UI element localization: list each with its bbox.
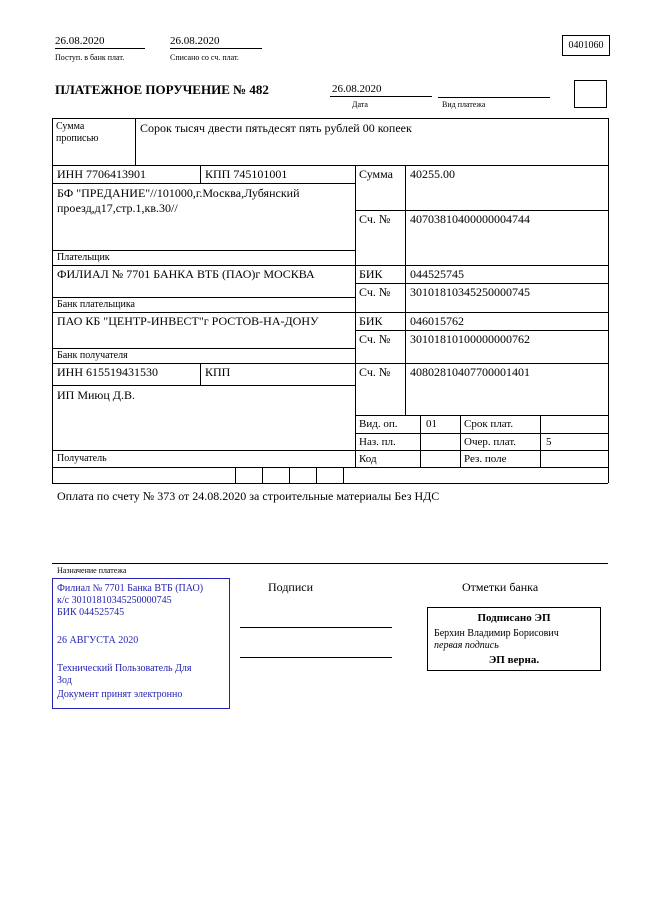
payer-inn: ИНН 7706413901 <box>57 167 146 181</box>
tax-fields-divider <box>262 467 263 483</box>
esignature-kind: первая подпись <box>434 640 499 651</box>
payer-bank-account: 30101810345250000745 <box>410 285 530 299</box>
payer-account: 40703810400000004744 <box>410 212 530 226</box>
esignature-validity: ЭП верна. <box>488 654 540 666</box>
grid-line <box>200 363 201 385</box>
payee-bank-account-label: Сч. № <box>359 332 391 346</box>
payment-kind-label: Вид платежа <box>442 100 486 109</box>
esignature-title: Подписано ЭП <box>477 612 551 624</box>
amount-words: Сорок тысяч двести пятьдесят пять рублей 00 копеек <box>140 121 412 135</box>
grid-line <box>52 483 608 484</box>
grid-line <box>355 283 608 284</box>
amount-words-label: Сумма прописью <box>56 121 99 144</box>
payer-bank-bik: 044525745 <box>410 267 464 281</box>
debited-date-label: Списано со сч. плат. <box>170 53 239 62</box>
payee-caption: Получатель <box>57 453 107 464</box>
grid-line <box>608 118 609 483</box>
grid-line <box>52 118 53 483</box>
esignature-stamp <box>427 607 601 671</box>
payee-account-label: Сч. № <box>359 365 391 379</box>
payment-purpose-text: Оплата по счету № 373 от 24.08.2020 за строительные материалы Без НДС <box>57 489 440 503</box>
grid-line <box>540 415 541 467</box>
payer-bank-bik-label: БИК <box>359 267 383 281</box>
bank-stamp-line-3: БИК 044525745 <box>57 607 125 618</box>
payee-name: ИП Миюц Д.В. <box>57 388 135 402</box>
tax-fields-divider <box>235 467 236 483</box>
signature-line-2 <box>240 657 392 658</box>
payee-bank-account: 30101810100000000762 <box>410 332 530 346</box>
grid-line <box>355 210 608 211</box>
grid-line <box>405 165 406 415</box>
payment-purpose-caption: Назначение платежа <box>57 566 127 575</box>
payer-bank-name: ФИЛИАЛ № 7701 БАНКА ВТБ (ПАО)г МОСКВА <box>57 267 315 281</box>
payee-inn: ИНН 615519431530 <box>57 365 158 379</box>
payee-bank-name: ПАО КБ "ЦЕНТР-ИНВЕСТ"г РОСТОВ-НА-ДОНУ <box>57 314 319 328</box>
priority-label: Очер. плат. <box>464 436 517 448</box>
op-kind-label: Вид. оп. <box>359 418 398 430</box>
grid-line <box>52 385 355 386</box>
payee-kpp-label: КПП <box>205 365 231 379</box>
payment-kind-box <box>574 80 607 108</box>
form-code: 0401060 <box>568 40 604 51</box>
grid-line <box>52 250 355 251</box>
tax-fields-divider <box>316 467 317 483</box>
grid-line <box>52 467 608 468</box>
bank-stamp-line-4: 26 АВГУСТА 2020 <box>57 635 139 646</box>
debited-date-value: 26.08.2020 <box>170 34 262 49</box>
grid-line <box>52 563 608 564</box>
priority-value: 5 <box>546 436 552 448</box>
purpose-code-label: Наз. пл. <box>359 436 396 448</box>
signatures-header: Подписи <box>268 580 314 594</box>
grid-line <box>355 433 608 434</box>
grid-line <box>52 165 608 166</box>
document-title: ПЛАТЕЖНОЕ ПОРУЧЕНИЕ № 482 <box>55 82 269 97</box>
payee-bank-bik-label: БИК <box>359 314 383 328</box>
grid-line <box>135 118 136 165</box>
document-date: 26.08.2020 <box>330 82 432 97</box>
payer-kpp: КПП 745101001 <box>205 167 288 181</box>
bank-stamp-line-6: Документ принят электронно <box>57 689 183 700</box>
pay-term-label: Срок плат. <box>464 418 514 430</box>
form-code-box <box>562 35 610 56</box>
grid-line <box>52 348 355 349</box>
bank-stamp-line-5: Технический Пользователь Для Зод <box>57 663 192 686</box>
payer-account-label: Сч. № <box>359 212 391 226</box>
payer-caption: Плательщик <box>57 252 110 263</box>
signature-line-1 <box>240 627 392 628</box>
received-date-label: Поступ. в банк плат. <box>55 53 125 62</box>
grid-line <box>52 312 608 313</box>
reserve-field-label: Рез. поле <box>464 453 507 465</box>
received-date-value: 26.08.2020 <box>55 34 145 49</box>
esignature-signer: Берхин Владимир Борисович <box>434 628 559 639</box>
grid-line <box>200 165 201 183</box>
grid-line <box>52 297 355 298</box>
bank-stamp <box>52 578 230 709</box>
payer-bank-caption: Банк плательщика <box>57 299 135 310</box>
grid-line <box>52 450 608 451</box>
bank-stamp-line-2: к/с 30101810345250000745 <box>57 595 172 606</box>
grid-line <box>355 165 356 467</box>
tax-fields-divider <box>343 467 344 483</box>
grid-line <box>52 183 355 184</box>
sum-value: 40255.00 <box>410 167 455 181</box>
grid-line <box>420 415 421 467</box>
grid-line <box>460 415 461 467</box>
payee-bank-bik: 046015762 <box>410 314 464 328</box>
grid-line <box>355 330 608 331</box>
grid-line <box>52 265 608 266</box>
payee-bank-caption: Банк получателя <box>57 350 128 361</box>
code-label: Код <box>359 453 377 465</box>
bank-stamp-line-1: Филиал № 7701 Банка ВТБ (ПАО) <box>57 583 204 594</box>
payer-name: БФ "ПРЕДАНИЕ"//101000,г.Москва,Лубянский проезд,д17,стр.1,кв.30// <box>57 186 300 215</box>
payee-account: 40802810407700001401 <box>410 365 530 379</box>
date-label: Дата <box>352 100 368 109</box>
sum-label: Сумма <box>359 167 393 181</box>
bank-marks-header: Отметки банка <box>462 580 539 594</box>
payer-bank-account-label: Сч. № <box>359 285 391 299</box>
payment-kind-line <box>438 97 550 98</box>
tax-fields-divider <box>289 467 290 483</box>
grid-line <box>355 415 608 416</box>
grid-line <box>52 363 608 364</box>
op-kind-value: 01 <box>426 418 437 430</box>
